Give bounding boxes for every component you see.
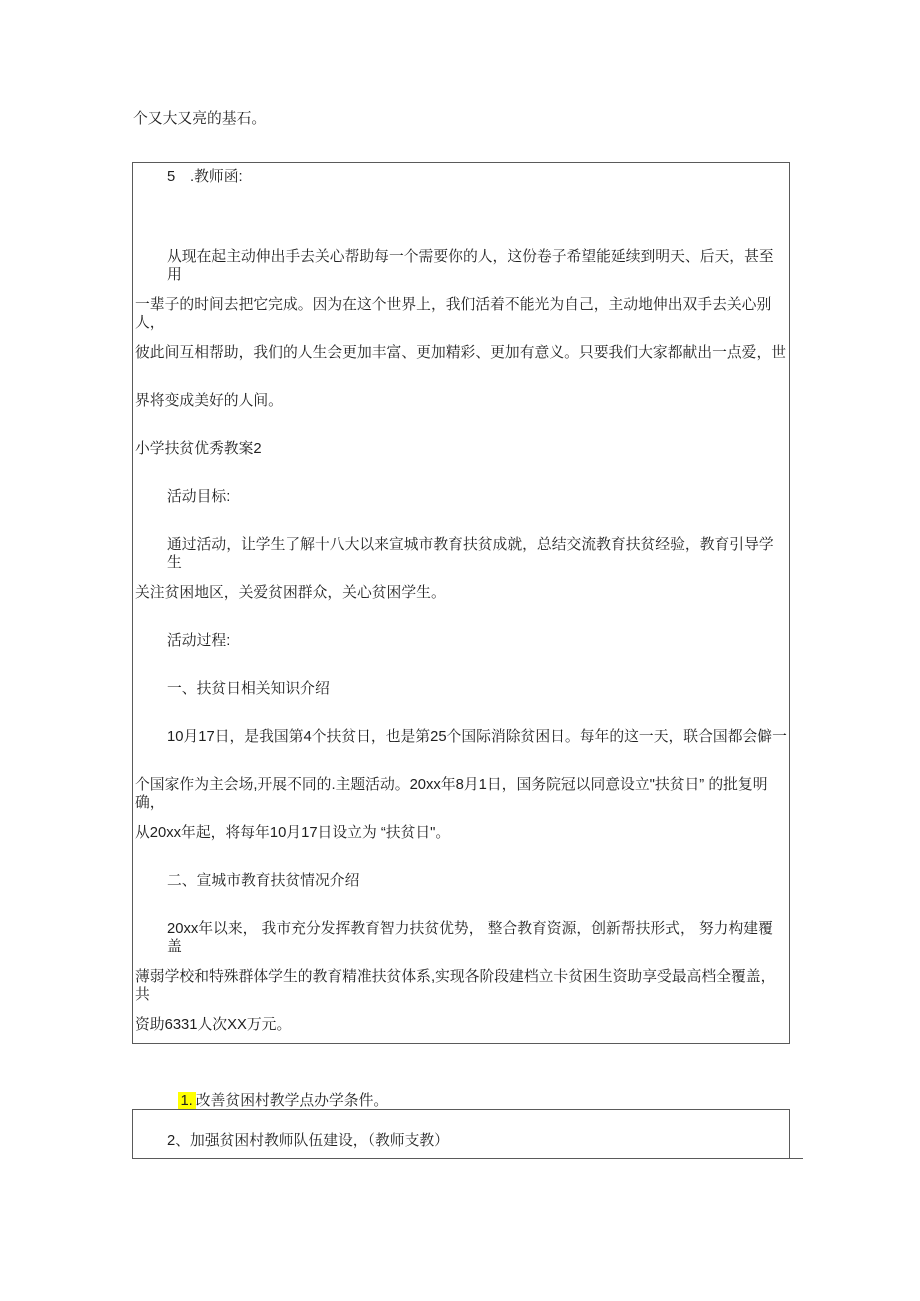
paragraph-line: 通过活动，让学生了解十八大以来宣城市教育扶贫成就，总结交流教育扶贫经验，教育引导学生 xyxy=(167,537,774,571)
paragraph-line: 从20xx年起，将每年10月17日设立为 “扶贫日"。 xyxy=(135,825,451,841)
activity-process-heading: 活动过程: xyxy=(167,633,231,649)
paragraph-line: 一辈子的时间去把它完成。因为在这个世界上，我们活着不能光为自己，主动地伸出双手去关心别人， xyxy=(135,297,772,331)
activity-goal-heading: 活动目标: xyxy=(167,489,231,505)
paragraph-line: 彼此间互相帮助，我们的人生会更加丰富、更加精彩、更加有意义。只要我们大家都献出一点爱，世 xyxy=(135,345,787,361)
paragraph-line: 10月17日，是我国第4个扶贫日，也是第25个国际消除贫困日。每年的这一天，联合国都会僻一 xyxy=(167,729,787,745)
paragraph-line: 关注贫困地区，关爱贫困群众，关心贫困学生。 xyxy=(135,585,446,601)
paragraph-line: 界将变成美好的人间。 xyxy=(135,393,283,409)
bordered-text-box-1 xyxy=(132,162,790,1044)
page-top-sentence-fragment: 个又大又亮的基石。 xyxy=(133,111,267,127)
paragraph-line: 从现在起主动伸出手去关心帮助每一个需要你的人，这份卷子希望能延续到明天、后天，甚至用 xyxy=(167,249,774,283)
paragraph-line: 个国家作为主会场,开展不同的.主题活动。20xx年8月1日，国务院冠以同意设立"扶贫日” 的批复明确， xyxy=(135,777,768,811)
section-two-heading: 二、宣城市教育扶贫情况介绍 xyxy=(167,873,360,889)
paragraph-line: 薄弱学校和特殊群体学生的教育精准扶贫体系,实现各阶段建档立卡贫困生资助享受最高档全覆盖，共 xyxy=(135,969,776,1003)
bordered-text-box-2 xyxy=(132,1109,790,1159)
numbered-item-1 xyxy=(162,1074,389,1109)
paragraph-line: 20xx年以来， 我市充分发挥教育智力扶贫优势， 整合教育资源，创新帮扶形式， 努力构建覆盖 xyxy=(167,921,773,955)
teacher-letter-heading: 5 .教师函: xyxy=(167,169,243,185)
paragraph-line: 资助6331人次XX万元。 xyxy=(135,1017,292,1033)
lesson-plan-2-title: 小学扶贫优秀教案2 xyxy=(135,441,262,457)
numbered-item-2: 2、加强贫困村教师队伍建设，（教师支教） xyxy=(167,1133,449,1149)
numbered-item-1-text: 改善贫困村教学点办学条件。 xyxy=(195,1093,389,1109)
section-one-heading: 一、扶贫日相关知识介绍 xyxy=(167,681,330,697)
box2-bottom-border-overhang xyxy=(132,1158,803,1159)
highlighted-number: 1. xyxy=(178,1092,195,1110)
